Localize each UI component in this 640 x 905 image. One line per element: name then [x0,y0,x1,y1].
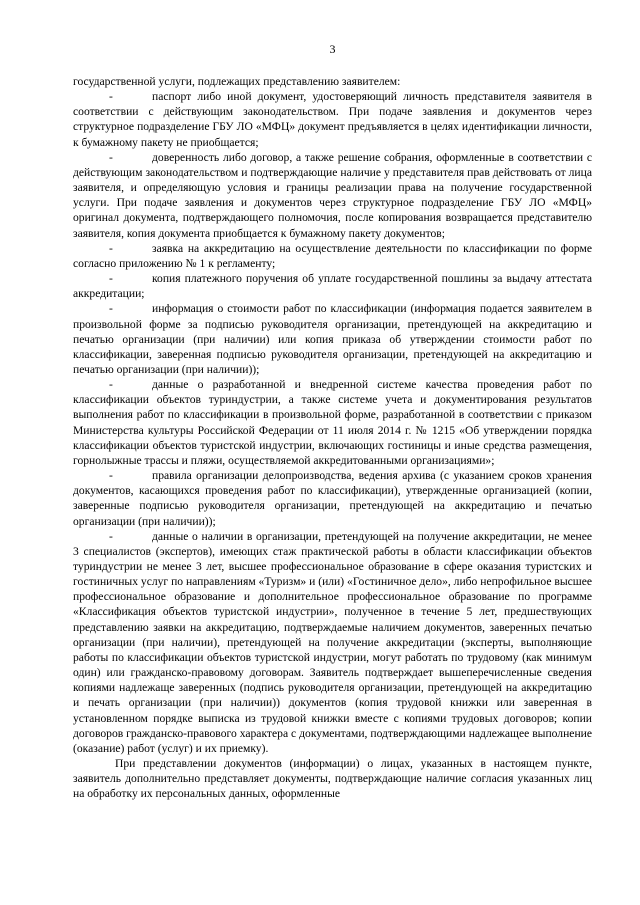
bullet-dash: - [109,302,113,316]
list-item-accreditation-application [73,241,592,271]
list-item-text: копия платежного поручения об уплате государственной пошлины за выдачу аттестата аккредитации; [73,272,592,301]
list-item-records-rules [73,468,592,529]
bullet-dash: - [109,241,113,255]
document-body [73,74,592,802]
list-item-text: правила организации делопроизводства, ведения архива (с указанием сроков хранения документов, касающихся проведения работ по классификации), утвержденные организацией (копии, заверенные подписью руководителя организации, претендующей на аккредитацию и печатью организации (при наличии)); [73,469,592,528]
list-item-text: данные о разработанной и внедренной системе качества проведения работ по классификации объектов туриндустрии, а также системе учета и документирования результатов выполнения работ по классификации в произвольной форме, разработанной в соответствии с приказом Министерства культуры Российской Федерации от 11 июля 2014 г. № 1215 «Об утверждении порядка классификации объектов туристской индустрии, включающих гостиницы и иные средства размещения, горнолыжные трассы и пляжи, осуществляемой аккредитованными организациями»; [73,378,592,467]
bullet-dash: - [109,529,113,543]
list-item-text: доверенность либо договор, а также решение собрания, оформленные в соответствии с действующим законодательством и подтверждающие наличие у представителя прав действовать от лица заявителя, и определяющую условия и границы реализации права на получение государственной услуги. При подаче заявления и документов через структурное подразделение ГБУ ЛО «МФЦ» оригинал документа, подтверждающего полномочия, после копирования возвращается представителю заявителя, копия документа приобщается к бумажному пакету документов; [73,150,592,240]
bullet-dash: - [109,90,113,104]
bullet-dash: - [109,272,113,286]
list-item-cost-information [73,301,592,377]
list-item-text: информация о стоимости работ по классификации (информация подается заявителем в произвольной форме за подписью руководителя организации, претендующей на аккредитацию и печатью организации (при наличии) или копия приказа об утверждении стоимости работ по классификации, заверенная подписью руководителя организации, претендующей на аккредитацию и печатью организации (при наличии)); [73,302,592,376]
list-item-text: данные о наличии в организации, претендующей на получение аккредитации, не менее 3 специалистов (экспертов), имеющих стаж практической работы в области классификации объектов туриндустрии не менее 3 лет, высшее профессиональное образование в сфере оказания туристских и гостиничных услуг по направлениям «Туризм» и (или) «Гостиничное дело», либо непрофильное высшее профессиональное образование и дополнительное профессиональное образование по программе «Классификация объектов туристской индустрии», полученное в течение 5 лет, предшествующих представлению заявки на аккредитацию, подтверждаемые наличием документов, заверенных печатью организации (при наличии), претендующей на получение аккредитации (эксперты, выполняющие работы по классификации объектов туристской индустрии, могут работать по трудовому (как минимум один) или гражданско-правовому договорам. Заявитель подтверждает вышеперечисленные сведения копиями надлежаще заверенных (подпись руководителя организации, претендующей на аккредитацию и печать организации (при наличии)) документов (копия трудовой книжки или заверенная в установленном порядке выписка из трудовой книжки вместе с копиями трудовых договоров; копии договоров гражданско-правового характера с документами, подтверждающими надлежащее выполнение (оказание) работ (услуг) и их приемку). [73,529,592,755]
list-item-text: заявка на аккредитацию на осуществление деятельности по классификации по форме согласно приложению № 1 к регламенту; [73,241,592,270]
bullet-dash: - [109,469,113,483]
page-number: 3 [329,42,336,56]
intro-line: государственной услуги, подлежащих представлению заявителем: [73,75,401,88]
list-item-specialists [73,529,592,756]
list-item-payment-order [73,271,592,301]
closing-paragraph: При представлении документов (информации) о лицах, указанных в настоящем пункте, заявитель дополнительно представляет документы, подтверждающие наличие согласия указанных лиц на обработку их персональных данных, оформленные [73,757,592,801]
bullet-dash: - [109,378,113,392]
list-item-text: паспорт либо иной документ, удостоверяющий личность представителя заявителя в соответствии с действующим законодательством. При подаче заявления и документов через структурное подразделение ГБУ ЛО «МФЦ» документ предъявляется в целях идентификации личности, к бумажному пакету не приобщается; [73,90,592,149]
bullet-dash: - [109,150,113,164]
list-item-identity-document [73,89,592,150]
list-item-quality-system [73,377,592,468]
list-item-power-of-attorney [73,150,592,241]
